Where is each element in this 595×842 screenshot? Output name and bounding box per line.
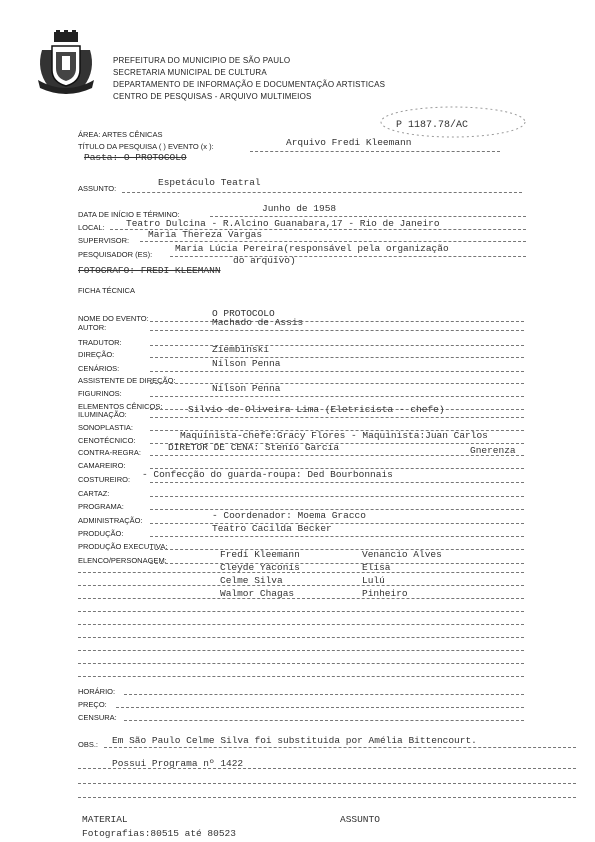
field-line [150,523,524,524]
field-label: DIREÇÃO: [78,350,115,359]
header-line-4: CENTRO DE PESQUISAS - ARQUIVO MULTIMEIOS [113,92,312,101]
blank-line [78,585,524,586]
pesquisador-label: PESQUISADOR (ES): [78,250,153,259]
blank-line [78,624,524,625]
supervisor-value: Maria Thereza Vargas [148,229,263,240]
pesquisador-value-2: do arquivo) [233,255,296,266]
field-value: DIRETOR DE CENA: Stenio Garcia [168,442,340,453]
field-value: Nilson Penna [212,358,281,369]
field-value: O PROTOCOLO [212,308,275,319]
field-line [150,417,524,418]
obs-line-1: Em São Paulo Celme Silva foi substituida por Amélia Bittencourt. [112,735,477,746]
field-label: NOME DO EVENTO: [78,314,149,323]
field-line [150,321,524,322]
field-line [150,345,524,346]
field-label: ASSISTENTE DE DIREÇÃO: [78,376,176,385]
field-value: Machado de Assis [212,317,304,328]
blank-line [78,598,524,599]
field-label: ELENCO/PERSONAGEM: [78,556,167,565]
horario-label: HORÁRIO: [78,687,116,696]
field-label: ILUMINAÇÃO: [78,410,127,419]
data-value: Junho de 1958 [262,203,337,214]
record-number: P 1187.78/AC [396,120,469,131]
header-line-2: SECRETARIA MUNICIPAL DE CULTURA [113,68,267,77]
assunto-footer-label: ASSUNTO [340,814,380,825]
blank-line [78,663,524,664]
field-label: PRODUÇÃO: [78,529,124,538]
fotografo-line: FOTOGRAFO: FREDI KLEEMANN [78,265,221,276]
local-value: Teatro Dulcina - R.Alcino Guanabara,17 - Rio de Janeiro [126,218,440,229]
field-value: Silvio de Oliveira Lima (Eletricista - chefe) [188,404,445,415]
cast-actor: Fredi Kleemann [220,549,300,560]
fotografias-range: Fotografias:80515 até 80523 [82,828,236,839]
field-line [150,563,524,564]
field-value: - Coordenador: Moema Gracco [212,510,366,521]
field-label: CENÁRIOS: [78,364,120,373]
field-label: FIGURINOS: [78,389,122,398]
censura-label: CENSURA: [78,713,117,722]
header-line-3: DEPARTAMENTO DE INFORMAÇÃO E DOCUMENTAÇÃO ARTISTICAS [113,80,386,89]
cast-role: Elisa [362,562,391,573]
coat-of-arms-logo [34,30,98,96]
cast-role: Lulú [362,575,385,586]
blank-line [78,676,524,677]
field-value: Ziembinski [212,344,270,355]
field-value: Maquinista-chefe:Gracy Flores - Maquinista:Juan Carlos [180,430,488,441]
titulo-label: TÍTULO DA PESQUISA ( ) EVENTO (x ): [78,142,214,151]
field-label: COSTUREIRO: [78,475,131,484]
pesquisador-value-1: Maria Lúcia Pereira(responsável pela organização [175,243,449,254]
field-label: ADMINISTRAÇÃO: [78,516,143,525]
field-line [150,455,524,456]
cast-role: Pinheiro [362,588,408,599]
field-line [150,482,524,483]
juan-extra-name: Gnerenza [470,445,516,456]
assunto-value: Espetáculo Teatral [158,177,261,188]
supervisor-label: SUPERVISOR: [78,236,130,245]
cast-actor: Cleyde Yáconis [220,562,300,573]
cast-actor: Walmor Chagas [220,588,295,599]
cast-actor: Celme Silva [220,575,283,586]
field-line [150,549,524,550]
field-value: Teatro Cacilda Becker [212,523,332,534]
cast-role: Venancio Alves [362,549,442,560]
field-line [150,396,524,397]
blank-line [78,572,524,573]
assunto-label: ASSUNTO: [78,184,117,193]
field-line [150,330,524,331]
obs-line-2: Possui Programa nº 1422 [112,758,244,769]
field-label: AUTOR: [78,323,107,332]
field-label: PRODUÇÃO EXECUTIVA: [78,542,168,551]
field-label: CARTAZ: [78,489,110,498]
field-label: SONOPLASTIA: [78,423,134,432]
material-label: MATERIAL [82,814,128,825]
field-label: CENOTÉCNICO: [78,436,136,445]
preco-label: PREÇO: [78,700,107,709]
ficha-tecnica-heading: FICHA TÉCNICA [78,286,135,295]
obs-label: OBS.: [78,740,99,749]
field-line [150,496,524,497]
titulo-value: Arquivo Fredi Kleemann [286,137,412,148]
blank-line [78,650,524,651]
area-label: ÁREA: ARTES CÊNICAS [78,130,163,139]
field-line [150,383,524,384]
field-label: CAMAREIRO: [78,461,126,470]
field-label: TRADUTOR: [78,338,122,347]
blank-line [78,611,524,612]
field-line [150,371,524,372]
header-line-1: PREFEITURA DO MUNICIPIO DE SÃO PAULO [113,56,291,65]
field-value: - Confecção do guarda-roupa: Ded Bourbonnais [142,469,393,480]
field-line [150,357,524,358]
field-label: PROGRAMA: [78,502,124,511]
local-label: LOCAL: [78,223,105,232]
pasta-value: Pasta: O PROTOCOLO [84,152,187,163]
field-label: ELEMENTOS CÊNICOS: [78,402,163,411]
field-value: Nilson Penna [212,383,281,394]
field-label: CONTRA-REGRA: [78,448,141,457]
data-label: DATA DE INÍCIO E TÉRMINO: [78,210,180,219]
field-line [150,536,524,537]
blank-line [78,637,524,638]
